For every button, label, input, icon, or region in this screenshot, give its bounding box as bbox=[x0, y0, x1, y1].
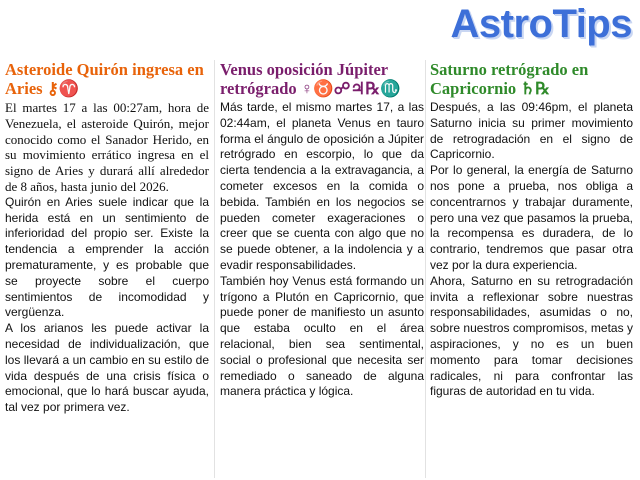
article-body bbox=[430, 100, 633, 400]
column-divider bbox=[214, 60, 215, 478]
article-paragraph: Más tarde, el mismo martes 17, a las 02:44am, el planeta Venus en tauro forma el ángulo de oposición a Júpiter retrógrado en escorpio, lo que da cierta tendencia a la extravagancia, a cometer excesos en la comida o bebida. También en los negocios se pueden cometer exageraciones o creer que se cuenta con algo que no se puede obtener, a la indolencia y a evadir responsabilidades. bbox=[220, 100, 424, 272]
article-paragraph: Por lo general, la energía de Saturno nos pone a prueba, nos obliga a concentrarnos y trabajar duramente, pero una vez que pasamos la prueba, la recompensa es duradera, de lo contrario, tendremos que pasar otra vez por la dura experiencia. bbox=[430, 163, 633, 272]
article-paragraph: Quirón en Aries suele indicar que la herida está en un sentimiento de inferioridad del propio ser. Existe la tendencia a emprender la acción prematuramente, y es probable que se proyecte sobre el cuerpo sentimientos de incomodidad y vergüenza. bbox=[5, 194, 209, 320]
article-paragraph: El martes 17 a las 00:27am, hora de Venezuela, el asteroide Quirón, mejor conocido como el Sanador Herido, en su movimiento errático ingresa en el signo de Aries y durará allí alrededor de 8 años, hasta junio del 2026. bbox=[5, 100, 209, 194]
article-body bbox=[220, 100, 424, 400]
article-paragraph: Ahora, Saturno en su retrogradación invita a reflexionar sobre nuestras responsabilidades, asumidas o no, sobre nuestros compromisos, metas y aspiraciones, y no es un buen momento para tomar decisiones radicales, ni para confrontar las figuras de autoridad en tu vida. bbox=[430, 273, 633, 399]
article-paragraph: A los arianos les puede activar la necesidad de individualización, que los llevará a un cambio en su estilo de vida después de una crisis física o emocional, que lo hará buscar ayuda, tal vez por primera vez. bbox=[5, 321, 209, 415]
article-column-saturn bbox=[430, 60, 633, 400]
article-title: Asteroide Quirón ingresa en Aries ⚷♈ bbox=[5, 60, 204, 98]
article-column-venus bbox=[220, 60, 424, 400]
column-divider bbox=[425, 60, 426, 478]
article-column-chiron bbox=[5, 60, 209, 416]
article-paragraph: Después, a las 09:46pm, el planeta Saturno inicia su primer movimiento de retrogradación en el signo de Capricornio. bbox=[430, 100, 633, 162]
brand-logo: AstroTips bbox=[450, 2, 632, 46]
article-title: Venus oposición Júpiter retrógrado ♀♉☍♃℞♏ bbox=[220, 60, 401, 98]
article-body bbox=[5, 100, 209, 416]
article-title: Saturno retrógrado en Capricornio ♄℞ bbox=[430, 60, 589, 98]
article-paragraph: También hoy Venus está formando un trígono a Plutón en Capricornio, que puede poner de manifiesto un asunto que estaba oculto en el área relacional, bien sea sentimental, social o profesional que necesita ser remediado o saneado de alguna manera práctica y lógica. bbox=[220, 273, 424, 399]
